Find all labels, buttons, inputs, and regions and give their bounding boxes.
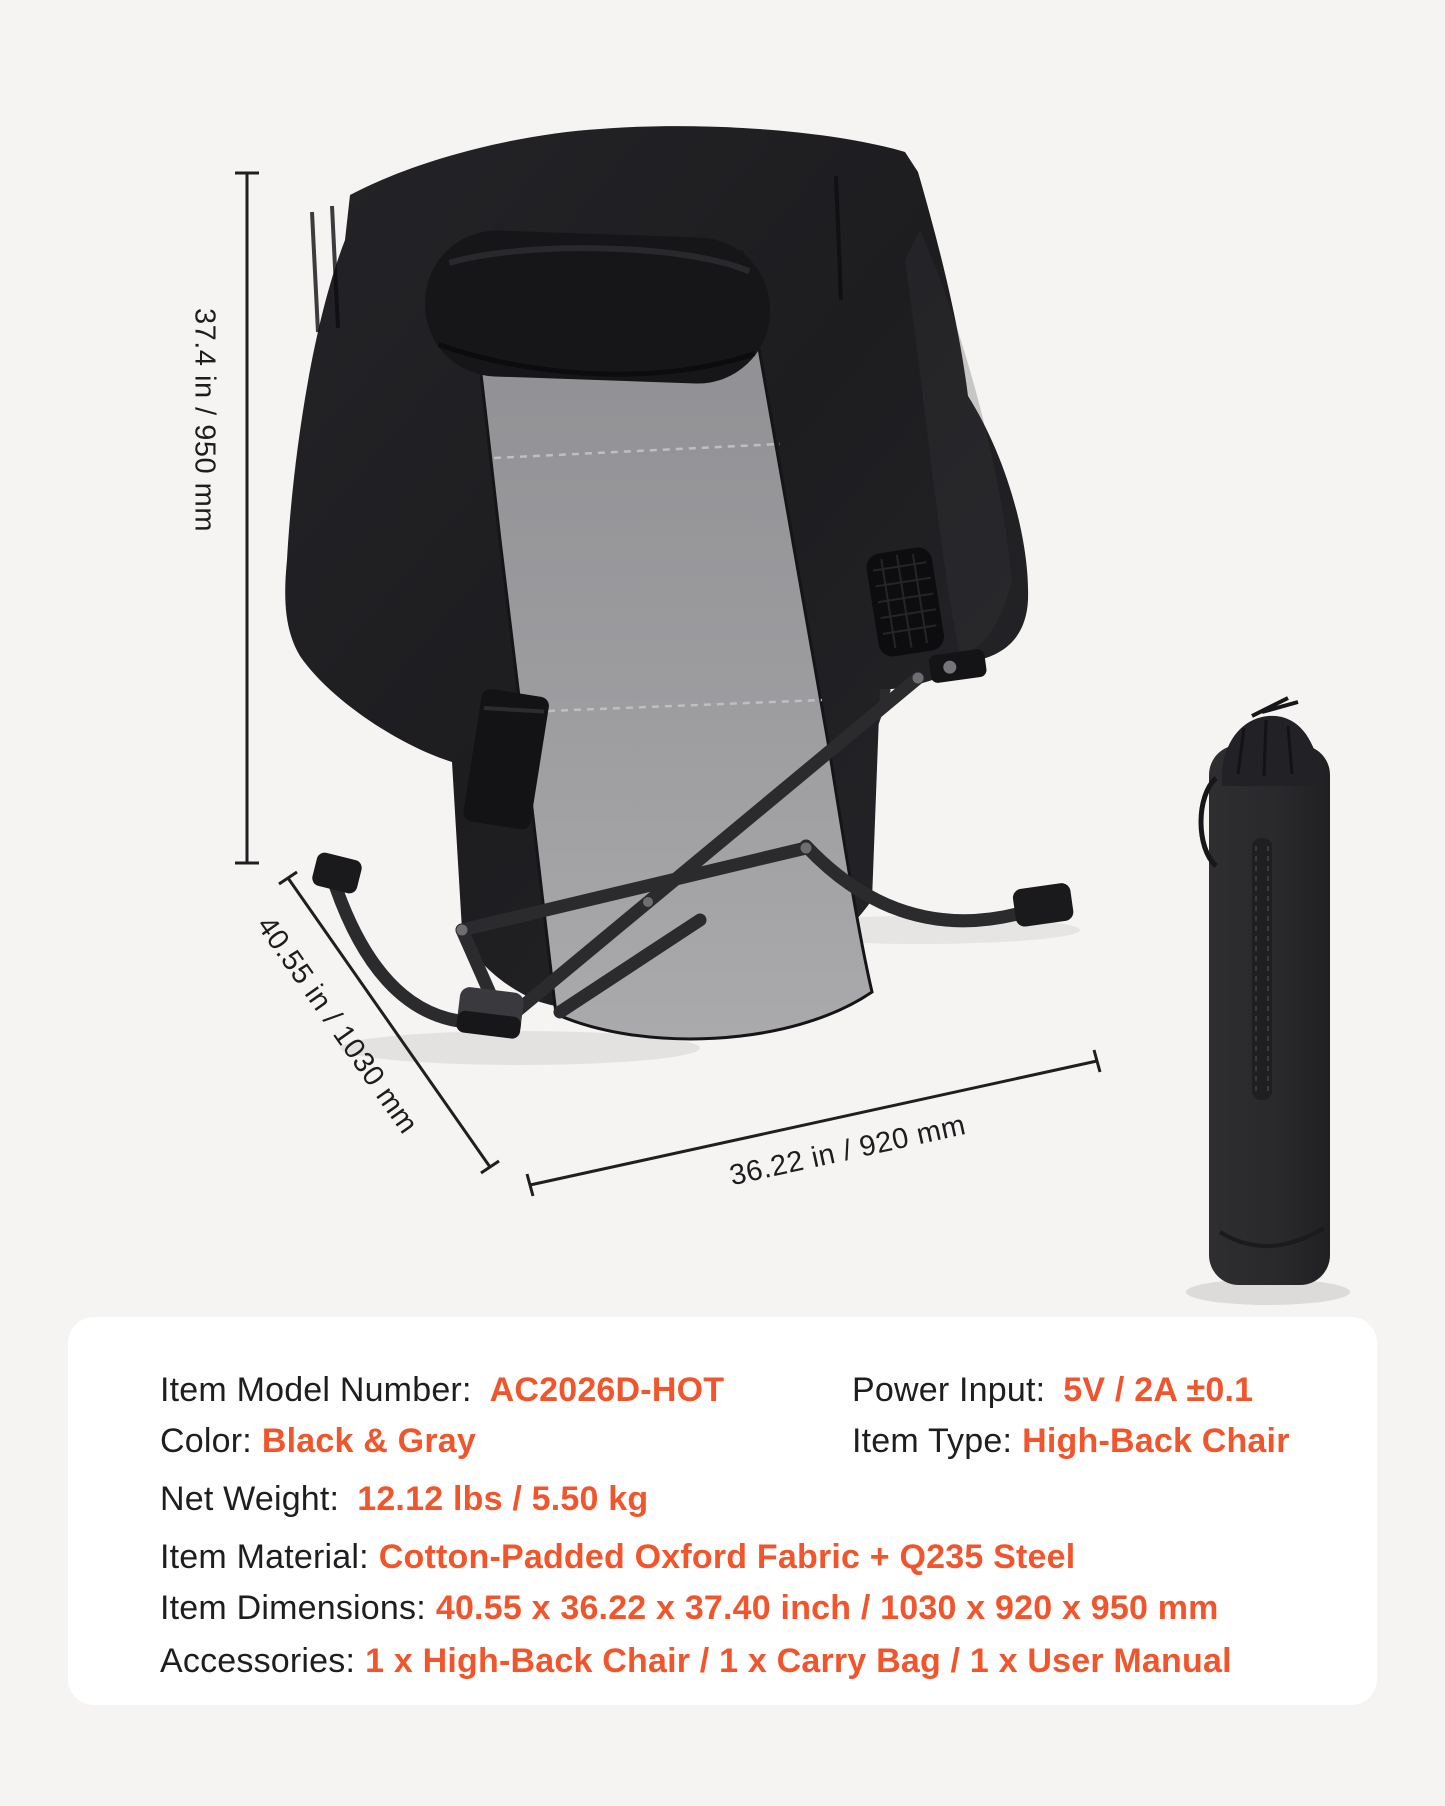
spec-label: Item Type: (852, 1422, 1013, 1460)
bag-gathered-top (1222, 716, 1318, 786)
spec-label: Color: (160, 1422, 252, 1460)
spec-row-color (160, 1419, 476, 1463)
depth-dimension-label: 40.55 in / 1030 mm (250, 910, 424, 1140)
foot-pad-right (1012, 882, 1075, 928)
spec-label: Item Material: (160, 1538, 369, 1576)
spec-row-power-input (852, 1368, 1253, 1412)
spec-row-dimensions (160, 1586, 1219, 1630)
chair-product-photo (285, 126, 1074, 1039)
spec-row-item-type (852, 1419, 1290, 1463)
height-dimension-label: 37.4 in / 950 mm (188, 308, 221, 532)
foot-pad-rear-left (311, 851, 364, 895)
spec-value: 5V / 2A ±0.1 (1063, 1371, 1254, 1409)
spec-label: Accessories: (160, 1642, 356, 1680)
height-dimension-line (235, 173, 259, 863)
spec-label: Item Dimensions: (160, 1589, 426, 1627)
spec-value: High-Back Chair (1022, 1422, 1290, 1460)
spec-value: Black & Gray (261, 1422, 476, 1460)
spec-label: Power Input: (852, 1371, 1046, 1409)
spec-row-material (160, 1535, 1075, 1579)
spec-value: Cotton-Padded Oxford Fabric + Q235 Steel (378, 1538, 1076, 1576)
spec-row-accessories (160, 1639, 1232, 1683)
spec-label: Net Weight: (160, 1480, 340, 1518)
spec-row-model (160, 1368, 724, 1412)
spec-label: Item Model Number: (160, 1371, 472, 1409)
spec-value: 40.55 x 36.22 x 37.40 inch / 1030 x 920 x 950 mm (435, 1589, 1219, 1627)
bag-drawstring-tie (1252, 698, 1298, 716)
bag-strap (1252, 838, 1272, 1100)
carry-bag-photo (1201, 698, 1330, 1285)
foot-pad-front-left (456, 986, 525, 1039)
spec-value: AC2026D-HOT (489, 1371, 725, 1409)
headrest-pillow (423, 228, 773, 386)
spec-value: 1 x High-Back Chair / 1 x Carry Bag / 1 x User Manual (365, 1642, 1232, 1680)
width-dimension-label: 36.22 in / 920 mm (726, 1109, 969, 1193)
spec-row-net-weight (160, 1477, 648, 1521)
spec-value: 12.12 lbs / 5.50 kg (357, 1480, 649, 1518)
